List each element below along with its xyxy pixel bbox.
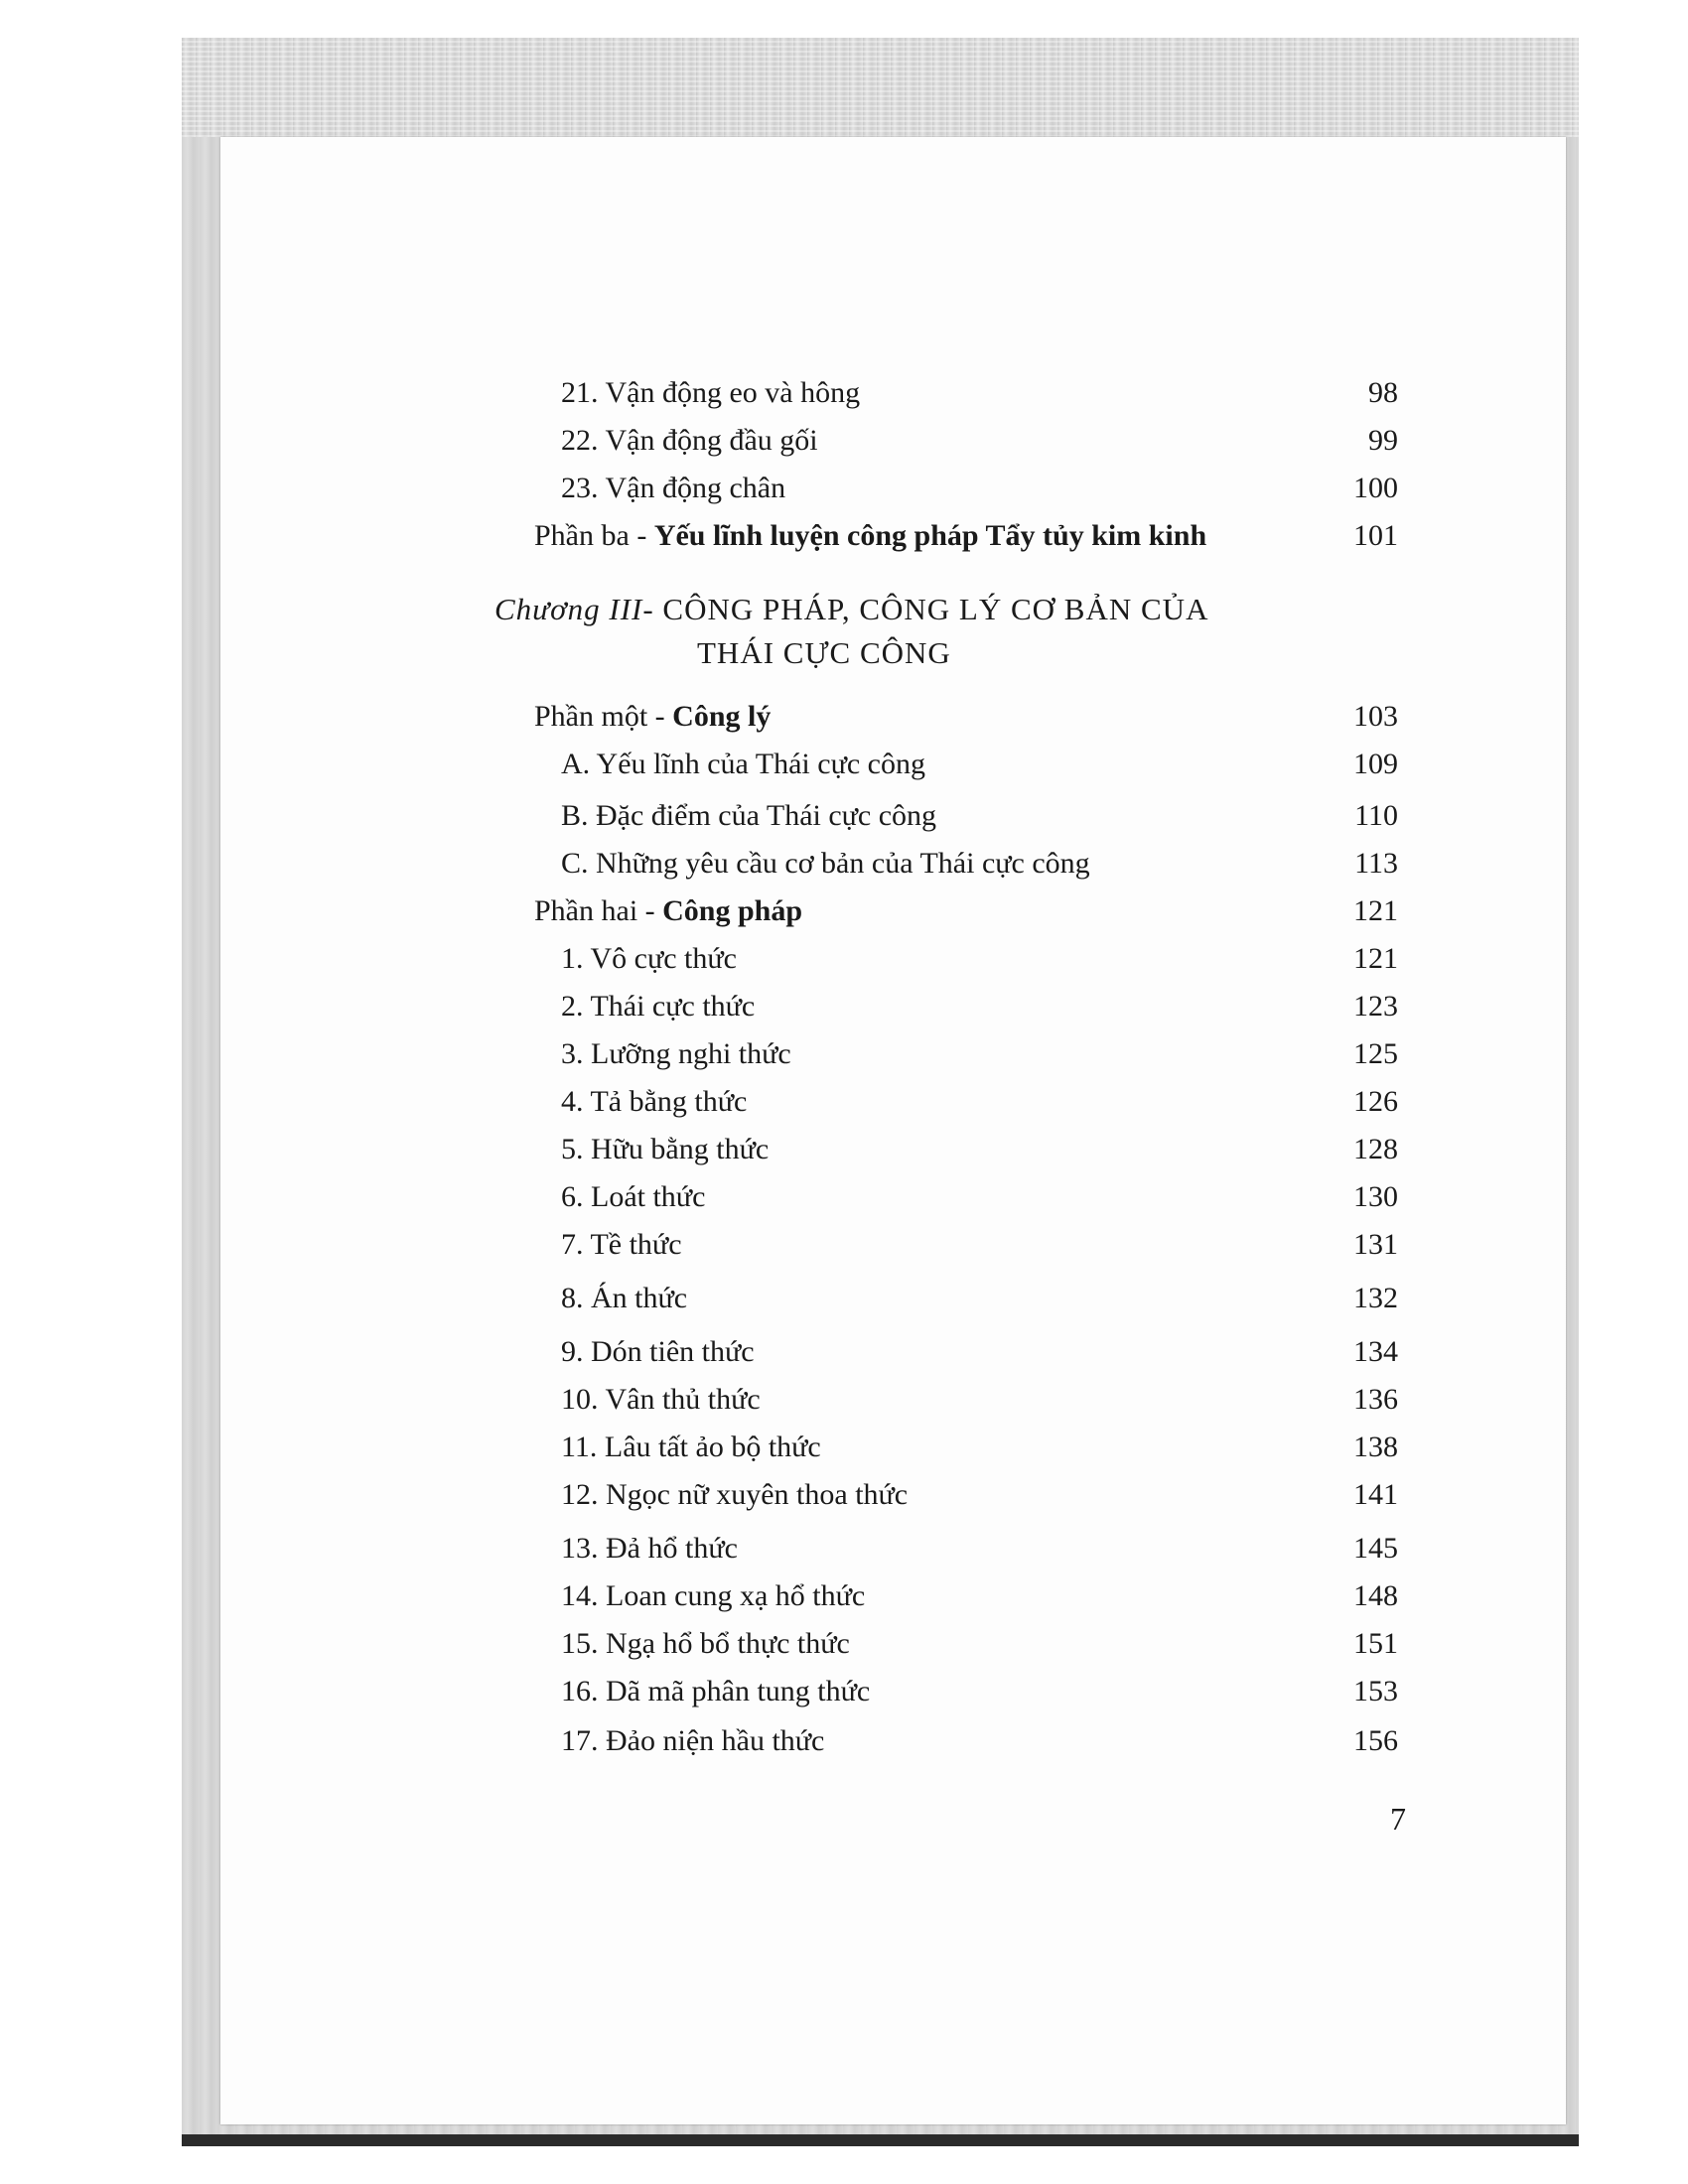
toc-entry-page: 100 — [1353, 472, 1398, 504]
toc-entry-page: 123 — [1353, 990, 1398, 1023]
toc-entry-9 — [561, 1330, 1398, 1374]
toc-entry-page: 98 — [1368, 376, 1398, 409]
toc-entry-10 — [561, 1378, 1398, 1422]
toc-entry-12 — [561, 1473, 1398, 1517]
toc-entry-a — [561, 743, 1398, 786]
toc-entry-21 — [561, 371, 1398, 415]
chapter-heading-line2 — [697, 631, 951, 675]
toc-entry-label: Phần ba - Yếu lĩnh luyện công pháp Tẩy tủy kim kinh — [534, 519, 1207, 552]
toc-entry-label: 4. Tả bằng thức — [561, 1085, 748, 1118]
toc-entry-page: 153 — [1353, 1675, 1398, 1707]
toc-entry-page: 121 — [1353, 942, 1398, 975]
toc-entry-label: 3. Lưỡng nghi thức — [561, 1037, 791, 1070]
toc-entry-b — [561, 794, 1398, 838]
toc-entry-page: 121 — [1353, 894, 1398, 927]
toc-entry-8 — [561, 1277, 1398, 1320]
toc-entry-label: B. Đặc điểm của Thái cực công — [561, 799, 937, 832]
toc-entry-page: 125 — [1353, 1037, 1398, 1070]
toc-entry-c — [561, 842, 1398, 886]
toc-entry-label: 22. Vận động đầu gối — [561, 424, 818, 457]
toc-entry-label: 11. Lâu tất ảo bộ thức — [561, 1431, 821, 1463]
toc-entry-page: 131 — [1353, 1228, 1398, 1261]
toc-entry-page: 99 — [1368, 424, 1398, 457]
toc-entry-7 — [561, 1223, 1398, 1267]
toc-part-two — [534, 889, 1398, 933]
toc-entry-label: 5. Hữu bằng thức — [561, 1133, 770, 1165]
toc-entry-17 — [561, 1719, 1398, 1763]
toc-entry-page: 109 — [1353, 748, 1398, 780]
toc-entry-page: 110 — [1354, 799, 1398, 832]
toc-entry-page: 151 — [1353, 1627, 1398, 1660]
toc-entry-page: 103 — [1353, 700, 1398, 733]
toc-entry-label: 17. Đảo niện hầu thức — [561, 1724, 825, 1757]
toc-entry-page: 156 — [1353, 1724, 1398, 1757]
toc-entry-label: 9. Dón tiên thức — [561, 1335, 755, 1368]
chapter-heading-line1 — [494, 588, 1208, 631]
toc-entry-label: 23. Vận động chân — [561, 472, 786, 504]
toc-entry-label: 14. Loan cung xạ hổ thức — [561, 1579, 866, 1612]
toc-entry-15 — [561, 1622, 1398, 1666]
toc-entry-23 — [561, 467, 1398, 510]
toc-entry-label: 8. Án thức — [561, 1282, 688, 1314]
toc-entry-page: 132 — [1353, 1282, 1398, 1314]
toc-entry-5 — [561, 1128, 1398, 1171]
toc-entry-16 — [561, 1670, 1398, 1713]
chapter-title-text: CÔNG PHÁP, CÔNG LÝ CƠ BẢN CỦA — [653, 592, 1209, 626]
toc-entry-label: 13. Đả hổ thức — [561, 1532, 738, 1565]
chapter-label: Chương III- — [494, 592, 654, 626]
toc-entry-page: 134 — [1353, 1335, 1398, 1368]
toc-entry-page: 130 — [1353, 1180, 1398, 1213]
toc-entry-label: A. Yếu lĩnh của Thái cực công — [561, 748, 925, 780]
toc-entry-page: 148 — [1353, 1579, 1398, 1612]
toc-entry-4 — [561, 1080, 1398, 1124]
toc-entry-page: 101 — [1353, 519, 1398, 552]
toc-entry-1 — [561, 937, 1398, 981]
toc-entry-13 — [561, 1527, 1398, 1570]
toc-entry-label: 6. Loát thức — [561, 1180, 706, 1213]
toc-entry-page: 138 — [1353, 1431, 1398, 1463]
toc-entry-page: 113 — [1354, 847, 1398, 880]
toc-entry-label: 2. Thái cực thức — [561, 990, 756, 1023]
toc-entry-label: Phần hai - Công pháp — [534, 894, 803, 927]
toc-entry-page: 126 — [1353, 1085, 1398, 1118]
toc-entry-label: 1. Vô cực thức — [561, 942, 737, 975]
toc-entry-label: Phần một - Công lý — [534, 700, 772, 733]
chapter-title-text: THÁI CỰC CÔNG — [697, 635, 951, 670]
toc-entry-page: 145 — [1353, 1532, 1398, 1565]
toc-entry-3 — [561, 1032, 1398, 1076]
toc-entry-label: 21. Vận động eo và hông — [561, 376, 861, 409]
scan-bottom-edge — [182, 2134, 1579, 2146]
toc-entry-label: C. Những yêu cầu cơ bản của Thái cực công — [561, 847, 1090, 880]
page-number: 7 — [1390, 1801, 1406, 1837]
toc-entry-label: 12. Ngọc nữ xuyên thoa thức — [561, 1478, 909, 1511]
toc-part-one — [534, 695, 1398, 739]
toc-entry-label: 10. Vân thủ thức — [561, 1383, 761, 1416]
toc-entry-14 — [561, 1574, 1398, 1618]
toc-entry-22 — [561, 419, 1398, 463]
toc-entry-label: 16. Dã mã phân tung thức — [561, 1675, 871, 1707]
toc-entry-6 — [561, 1175, 1398, 1219]
toc-entry-2 — [561, 985, 1398, 1028]
toc-entry-label: 15. Ngạ hổ bổ thực thức — [561, 1627, 850, 1660]
toc-entry-page: 136 — [1353, 1383, 1398, 1416]
toc-entry-page: 141 — [1353, 1478, 1398, 1511]
scan-background-top — [182, 38, 1579, 137]
toc-part-three — [534, 514, 1398, 558]
toc-entry-11 — [561, 1426, 1398, 1469]
toc-entry-page: 128 — [1353, 1133, 1398, 1165]
toc-entry-label: 7. Tề thức — [561, 1228, 682, 1261]
